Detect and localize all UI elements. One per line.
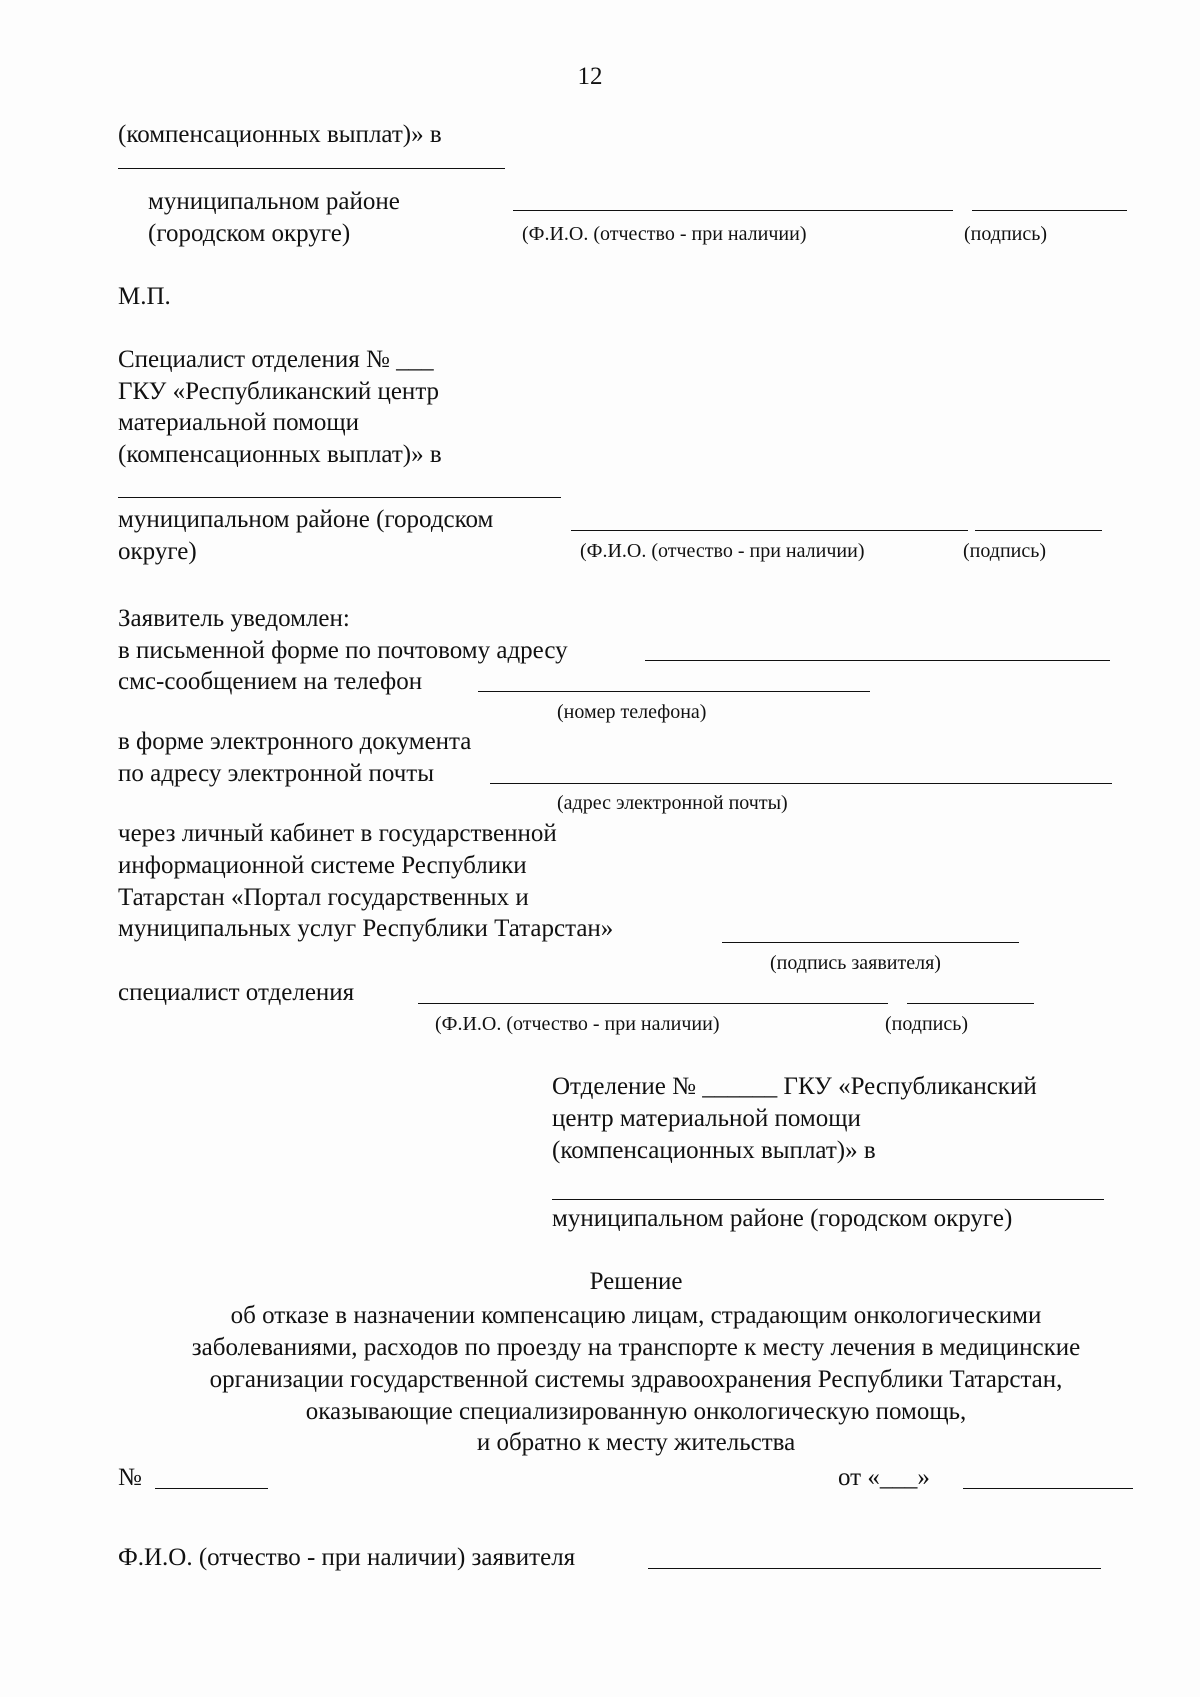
block2-sign-caption: (подпись) [963, 540, 1047, 562]
postal-address-line [645, 660, 1110, 661]
header-right-line2: центр материальной помощи [552, 1105, 861, 1132]
applicant-sign-line [722, 942, 1019, 943]
decision-line1: об отказе в назначении компенсацию лицам, страдающим онкологическими [230, 1302, 1042, 1329]
decision-line2: заболеваниями, расходов по проезду на транспорте к месту лечения в медицинские [191, 1334, 1081, 1361]
decision-title: Решение [589, 1268, 683, 1295]
phone-line [478, 691, 870, 692]
specialist-sign-line [907, 1003, 1034, 1004]
block2-line3: материальной помощи [118, 409, 360, 436]
notify-specialist: специалист отделения [118, 979, 355, 1006]
email-line [490, 783, 1112, 784]
block1-fio-caption: (Ф.И.О. (отчество - при наличии) [522, 223, 807, 245]
block2-fio-line [571, 530, 968, 531]
header-right-blank-line [552, 1199, 1104, 1200]
block2-line5: муниципальном районе (городском [118, 506, 494, 533]
header-right-line3: (компенсационных выплат)» в [552, 1137, 876, 1164]
page-number: 12 [577, 63, 603, 90]
notify-sms: смс-сообщением на телефон [118, 668, 423, 695]
header-right-line1: Отделение № ______ ГКУ «Республиканский [552, 1073, 1037, 1100]
decision-line5: и обратно к месту жительства [476, 1429, 796, 1456]
header-right-line4: муниципальном районе (городском округе) [552, 1205, 1013, 1232]
block1-fio-line [513, 210, 953, 211]
stamp-label: М.П. [118, 283, 171, 310]
block2-fio-caption: (Ф.И.О. (отчество - при наличии) [580, 540, 865, 562]
block1-line3: (городском округе) [148, 220, 351, 247]
block2-line4: (компенсационных выплат)» в [118, 441, 442, 468]
specialist-sign-caption: (подпись) [885, 1013, 969, 1035]
applicant-fio-label: Ф.И.О. (отчество - при наличии) заявителя [118, 1544, 576, 1571]
decision-line3: организации государственной системы здравоохранения Республики Татарстан, [209, 1366, 1063, 1393]
block2-line6: округе) [118, 538, 197, 565]
decision-number-label: № [118, 1464, 142, 1491]
block1-line1: (компенсационных выплат)» в [118, 121, 442, 148]
email-caption: (адрес электронной почты) [557, 792, 788, 814]
block2-blank-line [118, 497, 561, 498]
block1-sign-caption: (подпись) [964, 223, 1048, 245]
notify-portal4: муниципальных услуг Республики Татарстан» [118, 915, 614, 942]
block1-line2: муниципальном районе [148, 188, 400, 215]
decision-date-line [963, 1488, 1133, 1489]
block1-sign-line [972, 210, 1127, 211]
notify-portal1: через личный кабинет в государственной [118, 820, 557, 847]
notify-edoc2: по адресу электронной почты [118, 760, 434, 787]
decision-date-label: от «___» [838, 1464, 930, 1491]
notify-edoc1: в форме электронного документа [118, 728, 472, 755]
specialist-fio-line [418, 1003, 888, 1004]
notify-postal: в письменной форме по почтовому адресу [118, 637, 568, 664]
block2-line1: Специалист отделения № ___ [118, 346, 434, 373]
notify-heading: Заявитель уведомлен: [118, 605, 350, 632]
decision-number-line [155, 1488, 268, 1489]
notify-portal2: информационной системе Республики [118, 852, 527, 879]
block2-line2: ГКУ «Республиканский центр [118, 378, 440, 405]
block1-blank-line [118, 168, 505, 169]
decision-line4: оказывающие специализированную онкологическую помощь, [305, 1398, 967, 1425]
applicant-fio-line [648, 1568, 1101, 1569]
applicant-sign-caption: (подпись заявителя) [770, 952, 941, 974]
phone-caption: (номер телефона) [557, 701, 707, 723]
block2-sign-line [975, 530, 1102, 531]
specialist-fio-caption: (Ф.И.О. (отчество - при наличии) [435, 1013, 720, 1035]
notify-portal3: Татарстан «Портал государственных и [118, 884, 529, 911]
